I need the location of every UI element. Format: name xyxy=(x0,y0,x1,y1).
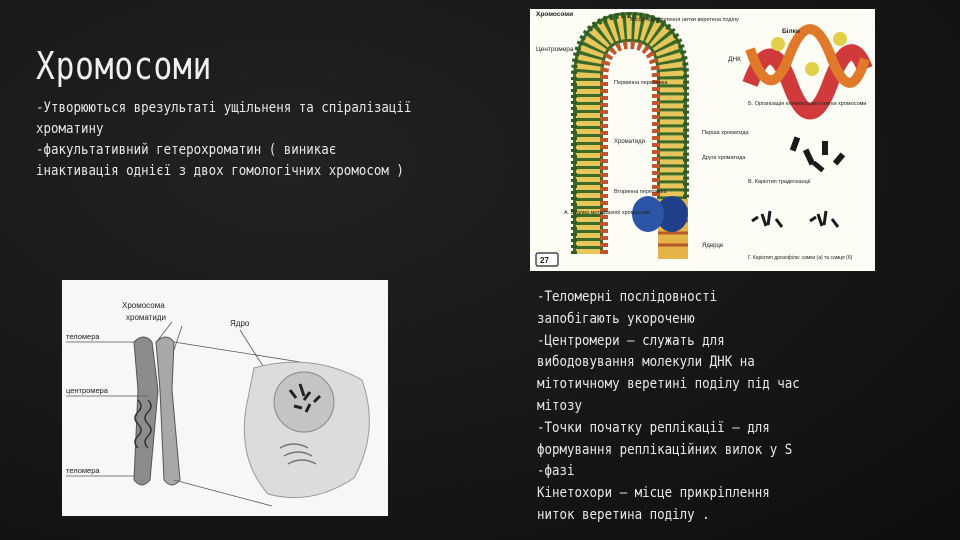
label-nucleus: Ядро xyxy=(230,319,250,328)
detail-line: вибодовування молекули ДНК на xyxy=(537,354,755,371)
detail-line: запобігають укороченю xyxy=(537,310,695,327)
detail-line: формування реплікаційних вилок у S xyxy=(537,441,793,458)
detail-line: мітотичному веретині поділу під час xyxy=(537,376,800,393)
label-panel-g: Г. Каріотип дрозофіли: самки (а) та самця (б) xyxy=(748,255,853,261)
label-second-chromatid: Друга хроматида xyxy=(702,155,746,161)
label-chromatids: хроматиди xyxy=(126,313,166,322)
label-centromere: центромера xyxy=(66,386,108,395)
detail-line: -Теломерні послідовності xyxy=(537,289,718,305)
chromatid-pair xyxy=(134,337,180,485)
label-nucleolus: Ядерце xyxy=(702,243,724,249)
detail-line: ниток веретина поділу . xyxy=(537,506,710,523)
label-panel-a: А. Будова метафазної хромосоми xyxy=(564,210,651,216)
chromosome-structure-figure xyxy=(530,9,875,271)
label-proteins: Білки xyxy=(782,28,800,35)
label-dna: ДНК xyxy=(728,56,741,63)
intro-line: -Утворюються врезультаті ущільненя та спіралізації xyxy=(36,100,412,116)
label-primary-constriction: Первинна перетяжка xyxy=(614,80,668,86)
detail-line: Кінетохори – місце прикріплення xyxy=(537,485,770,502)
label-spindle-attachment: Місце прикріплення нитки веретена поділу xyxy=(630,17,739,23)
label-panel-v: В. Каріотип традесканції xyxy=(748,179,811,185)
cell xyxy=(244,362,369,497)
label-centromere: Центромера xyxy=(536,46,574,53)
label-chromatid: Хроматиди xyxy=(614,139,645,145)
dna-helix xyxy=(750,29,865,112)
intro-text xyxy=(36,98,449,182)
figure-page-number: 27 xyxy=(540,256,549,265)
drosophila-karyotype xyxy=(752,211,838,227)
label-chromosome: Хромосома xyxy=(122,301,165,310)
intro-line: хроматину xyxy=(36,121,104,137)
intro-line: -факультативний гетерохроматин ( виникає xyxy=(36,142,337,158)
detail-text xyxy=(537,287,821,527)
label-first-chromatid: Перша хроматида xyxy=(702,130,749,136)
metaphase-chromosome xyxy=(574,15,688,259)
label-secondary-constriction: Вторинна перетяжка xyxy=(614,189,667,195)
tradescantia-karyotype xyxy=(790,136,845,172)
slide-title: Хромосоми xyxy=(36,44,213,88)
label-panel-b: Б. Організація елементарної нитки хромосоми xyxy=(748,101,867,107)
chromosome-cell-illustration xyxy=(62,280,388,516)
label-telomere-bottom: теломера xyxy=(66,466,100,475)
chromosome-cell-figure xyxy=(62,280,388,516)
nucleus-shape xyxy=(274,372,334,432)
label-telomere-top: теломера xyxy=(66,332,100,341)
intro-line: інактивація однієї з двох гомологічних хромосом ) xyxy=(36,163,404,179)
label-chromosome: Хромосоми xyxy=(536,11,574,18)
chromosome-structure-illustration xyxy=(530,9,875,271)
detail-line: -фазі xyxy=(537,463,575,480)
detail-line: -Точки початку реплікації – для xyxy=(537,419,770,436)
detail-line: мітозу xyxy=(537,397,583,414)
detail-line: -Центромери – служать для xyxy=(537,332,725,349)
